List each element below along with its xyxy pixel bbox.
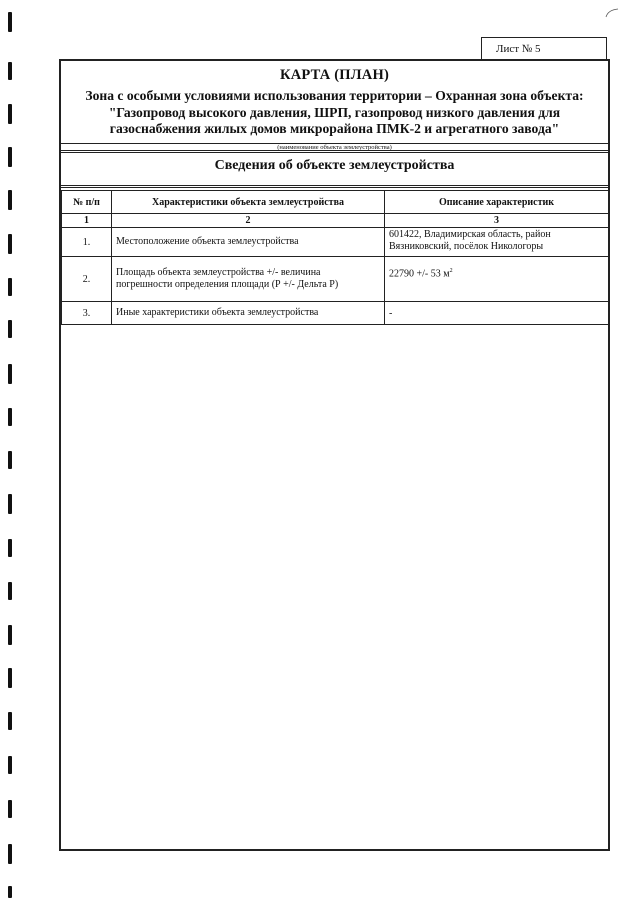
binding-mark xyxy=(8,844,12,864)
row-characteristic xyxy=(112,257,385,302)
column-header-description: Описание характеристик xyxy=(385,191,609,214)
subtitle-line: "Газопровод высокого давления, ШРП, газопровод низкого давления для xyxy=(108,104,561,120)
table-header-row xyxy=(62,191,609,214)
description-line: Вязниковский, посёлок Никологоры xyxy=(389,241,544,252)
binding-mark xyxy=(8,147,12,167)
document-title: КАРТА (ПЛАН) xyxy=(280,67,389,83)
subtitle-line: газоснабжения жилых домов микрорайона ПМК-2 и агрегатного завода" xyxy=(109,121,560,136)
column-header-number: № п/п xyxy=(62,191,112,214)
binding-mark xyxy=(8,408,12,426)
binding-mark xyxy=(8,756,12,774)
sheet-number: Лист № 5 xyxy=(496,43,541,55)
row-number: 2. xyxy=(62,257,112,302)
binding-mark xyxy=(8,451,12,469)
binding-mark xyxy=(8,886,12,898)
row-number: 1. xyxy=(62,228,112,257)
row-description: - xyxy=(385,302,609,325)
section-divider xyxy=(61,150,608,153)
binding-mark xyxy=(8,278,12,296)
corner-tick-mark xyxy=(605,8,619,18)
document-subtitle xyxy=(65,88,604,138)
table-row xyxy=(62,257,609,302)
binding-mark xyxy=(8,320,12,338)
binding-mark xyxy=(8,668,12,688)
binding-mark xyxy=(8,364,12,384)
binding-mark xyxy=(8,104,12,124)
description-line: 601422, Владимирская область, район xyxy=(389,229,551,240)
binding-mark xyxy=(8,625,12,645)
object-name-caption: (наименование объекта землеустройства) xyxy=(277,144,392,151)
table-row xyxy=(62,228,609,257)
row-description xyxy=(385,257,609,302)
column-number-row xyxy=(62,214,609,228)
row-characteristic: Иные характеристики объекта землеустройства xyxy=(112,302,385,325)
column-number: 3 xyxy=(385,214,609,228)
characteristic-line: погрешности определения площади (Р +/- Дельта Р) xyxy=(116,279,339,290)
object-info-table xyxy=(61,190,609,325)
subtitle-line: Зона с особыми условиями использования территории – Охранная зона объекта: xyxy=(85,88,584,103)
binding-mark xyxy=(8,539,12,557)
binding-mark xyxy=(8,582,12,600)
row-description xyxy=(385,228,609,257)
column-number: 1 xyxy=(62,214,112,228)
table-row xyxy=(62,302,609,325)
section-title: Сведения об объекте землеустройства xyxy=(214,158,455,173)
area-unit-exponent: 2 xyxy=(449,268,453,274)
binding-mark xyxy=(8,712,12,730)
area-value: 22790 +/- 53 м xyxy=(389,268,450,280)
row-number: 3. xyxy=(62,302,112,325)
binding-mark xyxy=(8,234,12,254)
characteristic-line: Площадь объекта землеустройства +/- величина xyxy=(116,267,321,278)
binding-mark xyxy=(8,12,12,32)
section-divider xyxy=(61,185,608,188)
binding-mark xyxy=(8,190,12,210)
column-header-characteristic: Характеристики объекта землеустройства xyxy=(112,191,385,214)
sheet-number-box xyxy=(481,37,607,59)
row-characteristic: Местоположение объекта землеустройства xyxy=(112,228,385,257)
binding-mark xyxy=(8,494,12,514)
document-frame xyxy=(59,59,610,851)
binding-mark xyxy=(8,800,12,818)
column-number: 2 xyxy=(112,214,385,228)
binding-mark xyxy=(8,62,12,80)
